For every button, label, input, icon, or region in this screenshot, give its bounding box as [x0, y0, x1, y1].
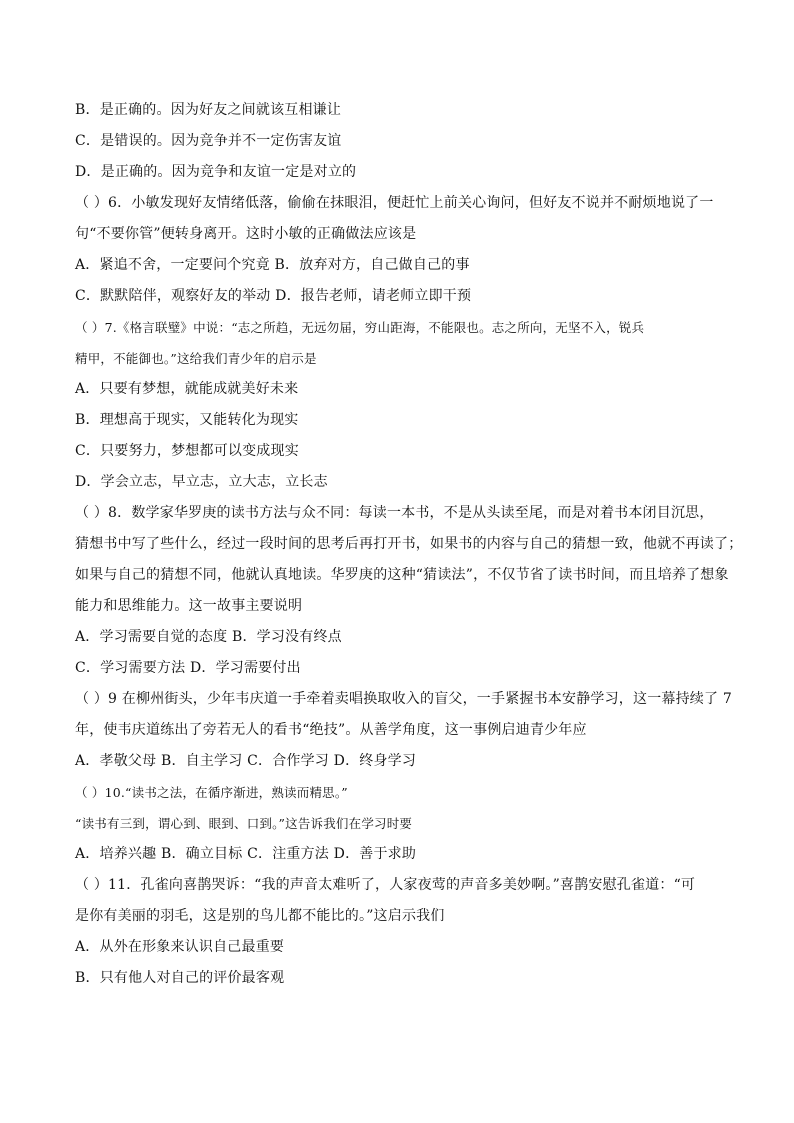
- q8-stem-line-4: 能力和思维能力。这一故事主要说明: [75, 598, 303, 614]
- q7-option-d: D．学会立志，早立志，立大志，立长志: [75, 474, 328, 490]
- q8-stem-line-3: 如果与自己的猜想不同，他就认真地读。华罗庚的这种“猜读法”，不仅节省了读书时间，而且培养了想象: [75, 567, 729, 583]
- q7-stem-line-2: 精甲，不能御也。”这给我们青少年的启示是: [75, 351, 317, 366]
- q8-stem-line-2: 猜想书中写了些什么，经过一段时间的思考后再打开书，如果书的内容与自己的猜想一致，他就不再读了；: [75, 536, 743, 552]
- q7-option-b: B．理想高于现实，又能转化为现实: [75, 412, 299, 428]
- q10-stem-line-1: （ ）10.“读书之法，在循序渐进，熟读而精思。”: [75, 785, 348, 800]
- q9-stem-line-2: 年，使韦庆道练出了旁若无人的看书“绝技”。从善学角度，这一事例启迪青少年应: [75, 722, 587, 738]
- q5-option-b: B．是正确的。因为好友之间就该互相谦让: [75, 102, 342, 118]
- q6-options-ab: A．紧追不舍，一定要问个究竟 B．放弃对方，自己做自己的事: [75, 257, 470, 273]
- q9-stem-line-1: （ ）9 在柳州街头，少年韦庆道一手牵着卖唱换取收入的盲父，一手紧握书本安静学习，这一幕持续了 7: [75, 691, 732, 707]
- q7-option-c: C．只要努力，梦想都可以变成现实: [75, 443, 299, 459]
- q11-stem-line-1: （ ）11．孔雀向喜鹊哭诉：“我的声音太难听了，人家夜莺的声音多美妙啊。”喜鹊安慰孔雀道：“可: [75, 877, 696, 893]
- q8-options-cd: C．学习需要方法 D．学习需要付出: [75, 660, 301, 676]
- q6-stem-line-1: （ ）6．小敏发现好友情绪低落，偷偷在抹眼泪，便赶忙上前关心询问，但好友不说并不耐烦地说了一: [75, 195, 714, 211]
- q7-option-a: A．只要有梦想，就能成就美好未来: [75, 381, 299, 397]
- q11-stem-line-2: 是你有美丽的羽毛，这是别的鸟儿都不能比的。”这启示我们: [75, 908, 445, 924]
- q5-option-c: C．是错误的。因为竞争并不一定伤害友谊: [75, 133, 342, 149]
- q7-stem-line-1: （ ）7.《格言联璧》中说：“志之所趋，无远勿届，穷山距海，不能限也。志之所向，无坚不入，锐兵: [75, 320, 645, 335]
- q6-stem-line-2: 句“不要你管”便转身离开。这时小敏的正确做法应该是: [75, 226, 417, 242]
- q10-stem-line-2: “读书有三到，谓心到、眼到、口到。”这告诉我们在学习时要: [75, 816, 413, 831]
- q6-options-cd: C．默默陪伴，观察好友的举动 D．报告老师，请老师立即干预: [75, 288, 472, 304]
- q11-option-a: A．从外在形象来认识自己最重要: [75, 939, 285, 955]
- q11-option-b: B．只有他人对自己的评价最客观: [75, 970, 285, 986]
- q8-stem-line-1: （ ）8．数学家华罗庚的读书方法与众不同：每读一本书，不是从头读至尾，而是对着书本闭目沉思，: [75, 505, 714, 521]
- q5-option-d: D．是正确的。因为竞争和友谊一定是对立的: [75, 164, 357, 180]
- q9-options: A．孝敬父母 B．自主学习 C．合作学习 D．终身学习: [75, 753, 417, 769]
- question-list: [75, 95, 743, 994]
- q8-options-ab: A．学习需要自觉的态度 B．学习没有终点: [75, 629, 342, 645]
- q10-options: A．培养兴趣 B．确立目标 C．注重方法 D．善于求助: [75, 846, 417, 862]
